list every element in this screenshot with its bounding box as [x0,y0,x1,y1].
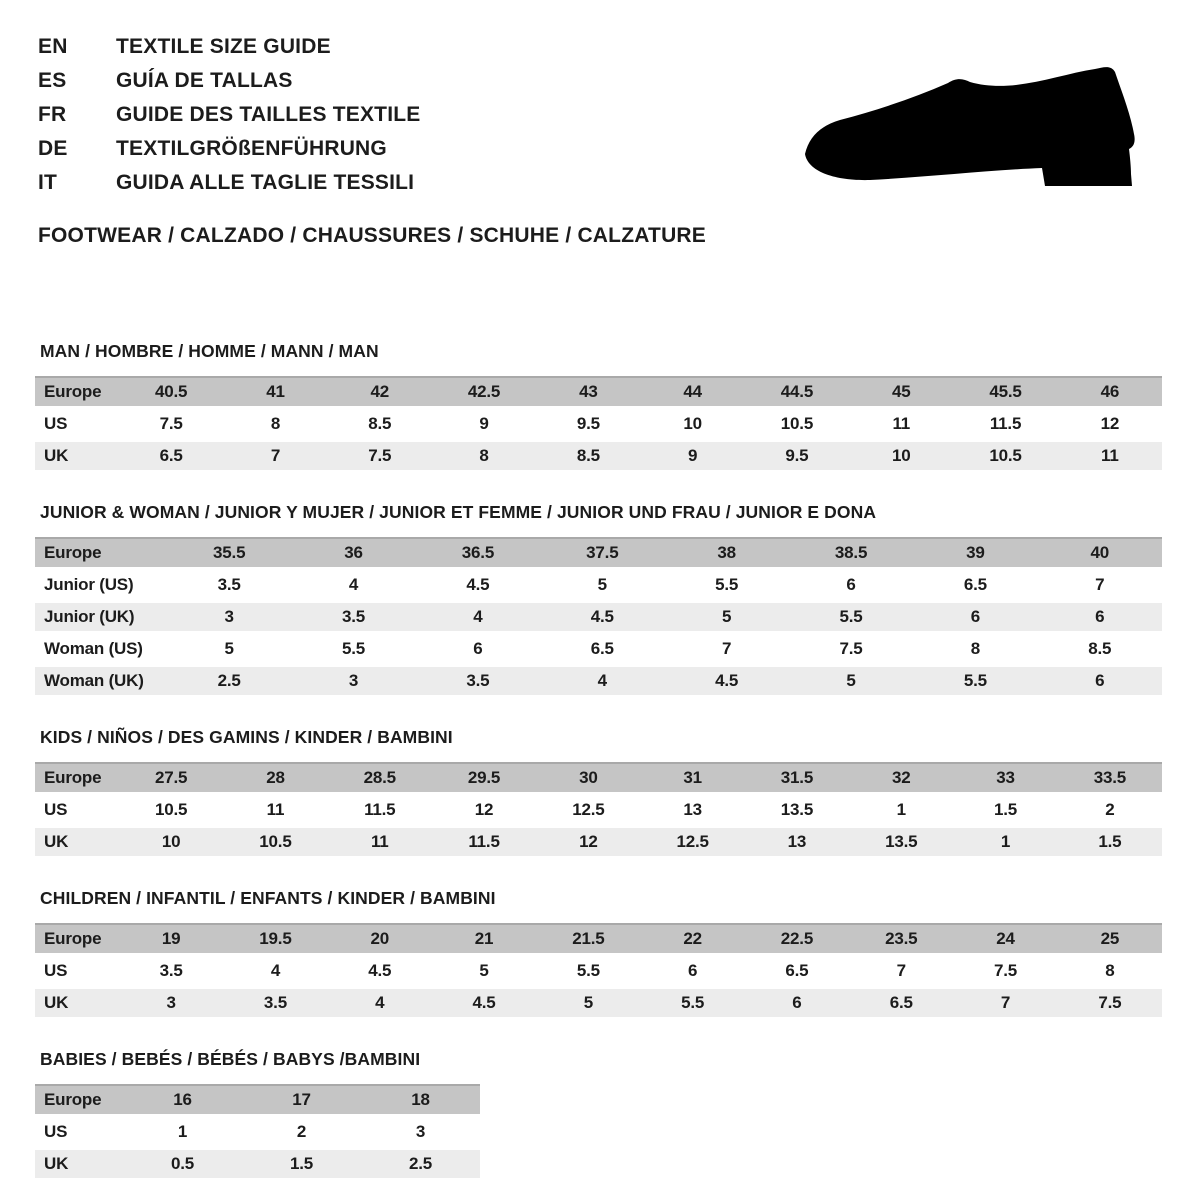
size-value: 10.5 [953,442,1057,470]
row-label: UK [35,1150,123,1178]
row-label: Europe [35,762,119,792]
size-value: 41 [223,376,327,406]
size-value: 6 [416,635,540,663]
size-value: 12.5 [640,828,744,856]
size-value: 12.5 [536,796,640,824]
size-value: 5 [167,635,291,663]
size-table-title: KIDS / NIÑOS / DES GAMINS / KINDER / BAMBINI [40,727,453,747]
size-value: 28.5 [328,762,432,792]
size-value: 5.5 [640,989,744,1017]
size-value: 8 [432,442,536,470]
size-value: 4.5 [328,957,432,985]
table-row [35,442,1162,470]
size-value: 5.5 [536,957,640,985]
size-value: 38 [665,537,789,567]
size-table [35,1080,480,1182]
size-value: 6 [1038,603,1162,631]
lang-code: EN [38,35,68,58]
size-value: 2.5 [167,667,291,695]
size-value: 6.5 [540,635,664,663]
size-value: 11 [223,796,327,824]
size-value: 42.5 [432,376,536,406]
size-value: 9 [640,442,744,470]
size-table [35,533,1162,699]
size-value: 1.5 [953,796,1057,824]
size-value: 10.5 [223,828,327,856]
size-value: 29.5 [432,762,536,792]
size-value: 37.5 [540,537,664,567]
size-table-section [38,341,1165,474]
size-value: 27.5 [119,762,223,792]
size-value: 11 [328,828,432,856]
size-value: 7 [1038,571,1162,599]
size-value: 3.5 [291,603,415,631]
size-value: 3.5 [167,571,291,599]
size-value: 44.5 [745,376,849,406]
row-label: UK [35,828,119,856]
size-value: 7.5 [1058,989,1162,1017]
size-value: 4 [291,571,415,599]
size-value: 12 [1058,410,1162,438]
size-value: 11.5 [432,828,536,856]
size-value: 3 [119,989,223,1017]
lang-code: ES [38,69,67,92]
row-label: US [35,957,119,985]
size-value: 9.5 [536,410,640,438]
size-value: 8 [1058,957,1162,985]
size-value: 35.5 [167,537,291,567]
table-row [35,571,1162,599]
row-label: UK [35,989,119,1017]
size-value: 13.5 [849,828,953,856]
size-value: 38.5 [789,537,913,567]
size-value: 9.5 [745,442,849,470]
row-label: UK [35,442,119,470]
size-value: 6 [789,571,913,599]
size-value: 7 [849,957,953,985]
size-value: 13 [745,828,849,856]
category-line: FOOTWEAR / CALZADO / CHAUSSURES / SCHUHE / CALZATURE [38,224,707,247]
size-value: 46 [1058,376,1162,406]
size-value: 5 [432,957,536,985]
size-value: 1.5 [1058,828,1162,856]
size-value: 11 [1058,442,1162,470]
size-value: 11.5 [328,796,432,824]
size-tables [38,341,1165,1182]
size-value: 24 [953,923,1057,953]
size-value: 1 [849,796,953,824]
size-value: 5 [540,571,664,599]
size-value: 30 [536,762,640,792]
size-value: 10.5 [119,796,223,824]
lang-code: FR [38,103,67,126]
size-value: 11 [849,410,953,438]
size-value: 4 [328,989,432,1017]
lang-title: GUIDE DES TAILLES TEXTILE [116,103,421,126]
size-value: 45.5 [953,376,1057,406]
shoe-icon [798,62,1146,202]
row-label: US [35,410,119,438]
row-label: Junior (UK) [35,603,167,631]
size-value: 39 [913,537,1037,567]
table-row [35,796,1162,824]
lang-title: TEXTILGRÖßENFÜHRUNG [116,137,387,160]
size-value: 4 [223,957,327,985]
table-row [35,989,1162,1017]
size-value: 17 [242,1084,361,1114]
size-table [35,758,1162,860]
size-value: 40.5 [119,376,223,406]
size-value: 19.5 [223,923,327,953]
lang-title: GUIDA ALLE TAGLIE TESSILI [116,171,415,194]
size-value: 10 [119,828,223,856]
size-value: 10.5 [745,410,849,438]
row-label: Woman (UK) [35,667,167,695]
lang-code: IT [38,171,58,194]
table-row [35,410,1162,438]
row-label: US [35,1118,123,1146]
lang-code: DE [38,137,68,160]
size-value: 4.5 [432,989,536,1017]
size-value: 5 [536,989,640,1017]
table-row [35,1118,480,1146]
size-value: 6 [1038,667,1162,695]
size-value: 21 [432,923,536,953]
size-value: 40 [1038,537,1162,567]
row-label: Europe [35,537,167,567]
size-value: 1.5 [242,1150,361,1178]
size-value: 8.5 [1038,635,1162,663]
size-value: 8.5 [328,410,432,438]
size-value: 4.5 [416,571,540,599]
size-value: 5.5 [291,635,415,663]
row-label: Junior (US) [35,571,167,599]
size-value: 6 [745,989,849,1017]
size-value: 22 [640,923,744,953]
table-row [35,667,1162,695]
table-row [35,537,1162,567]
size-value: 33 [953,762,1057,792]
size-value: 7 [223,442,327,470]
size-value: 6 [913,603,1037,631]
size-value: 3 [167,603,291,631]
size-value: 21.5 [536,923,640,953]
size-value: 4 [416,603,540,631]
size-table-section [38,888,1165,1021]
size-value: 12 [536,828,640,856]
size-value: 5.5 [913,667,1037,695]
size-value: 5 [789,667,913,695]
size-value: 3.5 [416,667,540,695]
size-value: 10 [640,410,744,438]
size-value: 3 [291,667,415,695]
lang-title: GUÍA DE TALLAS [116,69,293,92]
row-label: Europe [35,1084,123,1114]
size-value: 42 [328,376,432,406]
size-value: 2 [1058,796,1162,824]
size-table-title: CHILDREN / INFANTIL / ENFANTS / KINDER / BAMBINI [40,888,496,908]
size-value: 9 [432,410,536,438]
size-table-title: BABIES / BEBÉS / BÉBÉS / BABYS /BAMBINI [40,1049,421,1069]
size-value: 8.5 [536,442,640,470]
table-row [35,957,1162,985]
size-value: 4.5 [540,603,664,631]
size-value: 5.5 [665,571,789,599]
size-value: 6 [640,957,744,985]
row-label: Europe [35,923,119,953]
size-value: 23.5 [849,923,953,953]
size-value: 3.5 [119,957,223,985]
size-value: 5 [665,603,789,631]
size-value: 31 [640,762,744,792]
row-label: Woman (US) [35,635,167,663]
size-value: 31.5 [745,762,849,792]
size-value: 28 [223,762,327,792]
size-value: 7 [665,635,789,663]
size-value: 10 [849,442,953,470]
size-table-title: MAN / HOMBRE / HOMME / MANN / MAN [40,341,379,361]
size-value: 6.5 [849,989,953,1017]
size-value: 2 [242,1118,361,1146]
size-value: 0.5 [123,1150,242,1178]
size-value: 1 [953,828,1057,856]
table-row [35,1150,480,1178]
table-row [35,762,1162,792]
size-value: 33.5 [1058,762,1162,792]
size-value: 19 [119,923,223,953]
size-value: 8 [223,410,327,438]
size-value: 16 [123,1084,242,1114]
size-value: 3.5 [223,989,327,1017]
size-value: 20 [328,923,432,953]
size-value: 12 [432,796,536,824]
table-row [35,923,1162,953]
size-value: 1 [123,1118,242,1146]
size-value: 22.5 [745,923,849,953]
size-value: 45 [849,376,953,406]
size-value: 6.5 [119,442,223,470]
row-label: US [35,796,119,824]
size-value: 36 [291,537,415,567]
size-value: 7.5 [328,442,432,470]
size-table [35,372,1162,474]
row-label: Europe [35,376,119,406]
table-row [35,603,1162,631]
size-table [35,919,1162,1021]
size-value: 7.5 [789,635,913,663]
size-value: 6.5 [913,571,1037,599]
table-row [35,828,1162,856]
size-value: 11.5 [953,410,1057,438]
size-table-section [38,502,1165,699]
size-table-section [38,727,1165,860]
size-value: 32 [849,762,953,792]
table-row [35,376,1162,406]
size-table-title: JUNIOR & WOMAN / JUNIOR Y MUJER / JUNIOR ET FEMME / JUNIOR UND FRAU / JUNIOR E DONA [40,502,877,522]
size-value: 13 [640,796,744,824]
size-value: 13.5 [745,796,849,824]
lang-title: TEXTILE SIZE GUIDE [116,35,331,58]
size-value: 18 [361,1084,480,1114]
size-value: 36.5 [416,537,540,567]
size-value: 5.5 [789,603,913,631]
size-value: 25 [1058,923,1162,953]
size-value: 43 [536,376,640,406]
size-value: 6.5 [745,957,849,985]
table-row [35,1084,480,1114]
size-value: 7 [953,989,1057,1017]
size-table-section [38,1049,1165,1182]
size-value: 2.5 [361,1150,480,1178]
lang-row-en [38,30,1165,64]
table-row [35,635,1162,663]
size-value: 4 [540,667,664,695]
size-value: 44 [640,376,744,406]
size-value: 7.5 [953,957,1057,985]
size-value: 4.5 [665,667,789,695]
size-value: 3 [361,1118,480,1146]
size-value: 8 [913,635,1037,663]
size-value: 7.5 [119,410,223,438]
